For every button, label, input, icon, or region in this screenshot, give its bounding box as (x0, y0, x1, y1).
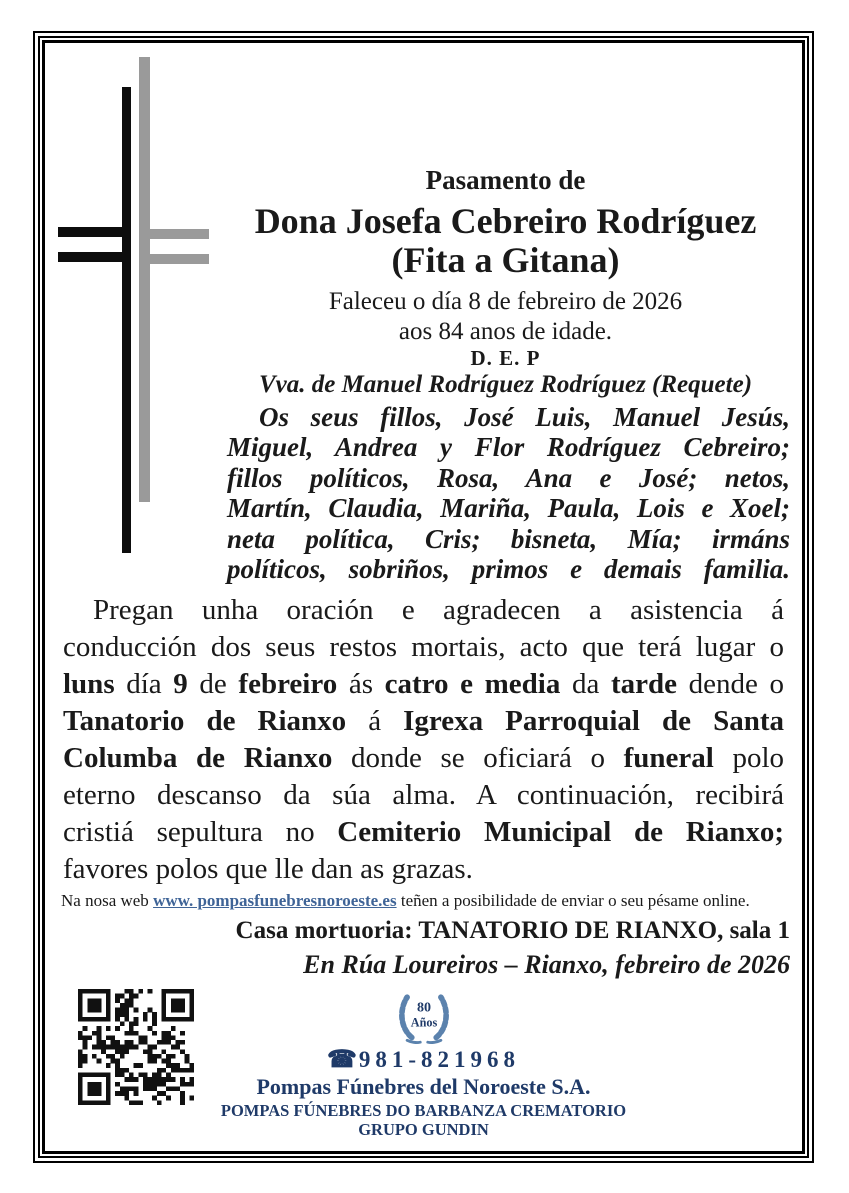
funeral-announcement-paragraph (63, 592, 784, 888)
company-name-secondary: POMPAS FÚNEBRES DO BARBANZA CREMATORIO (220, 1100, 627, 1120)
obituary-card-frame (33, 31, 814, 1163)
notice-type-heading: Pasamento de (425, 165, 586, 195)
anniversary-80-years-logo (194, 984, 654, 1046)
header-column (217, 43, 790, 585)
web-line-prefix: Na nosa web (61, 890, 154, 910)
text-line: luns día 9 de febreiro ás catro e media da tarde dende o (63, 667, 784, 700)
text-line: Martín, Claudia, Mariña, Paula, Lois e Xoel; (227, 493, 790, 524)
company-name-main: Pompas Fúnebres del Noroeste S.A. (256, 1073, 591, 1099)
text-line: conducción dos seus restos mortais, acto que terá lugar o (63, 630, 784, 663)
death-date-line: Faleceu o día 8 de febreiro de 2026 (328, 287, 683, 315)
cross-gray-vertical-bar (139, 57, 150, 502)
laurel-wreath-icon (394, 984, 454, 1046)
dep-abbreviation: D. E. P (470, 345, 541, 370)
text-line: fillos políticos, Rosa, Ana e José; netos, (227, 462, 790, 493)
death-age-line: aos 84 anos de idade. (398, 317, 613, 345)
web-line-suffix: teñen a posibilidade de enviar o seu pésame online. (396, 890, 750, 910)
top-section (57, 43, 790, 585)
svg-text:Años: Años (410, 1015, 437, 1030)
text-line: eterno descanso da súa alma. A continuación, recibirá (63, 778, 784, 811)
cross-black-horizontal-bar-top (58, 227, 131, 237)
mortuary-name: TANATORIO DE RIANXO (418, 916, 718, 944)
text-line: neta política, Cris; bisneta, Mía; irmáns (227, 523, 790, 554)
phone-line (194, 1047, 654, 1073)
condolence-website-link[interactable]: www. pompasfunebresnoroeste.es (153, 890, 397, 910)
cross-black-horizontal-bar-bottom (58, 252, 131, 262)
mortuary-label: Casa mortuoria: (235, 916, 419, 944)
frame-inner-border (42, 40, 805, 1154)
double-cross-icon (57, 57, 217, 572)
text-line: Columba de Rianxo donde se oficiará o funeral polo (63, 741, 785, 774)
online-condolence-line (61, 890, 788, 912)
mortuary-room: , sala 1 (717, 916, 790, 944)
mortuary-line (57, 916, 790, 946)
obituary-content (45, 43, 802, 1151)
deceased-name: Dona Josefa Cebreiro Rodríguez (254, 201, 757, 241)
text-line: favores polos que lle dan as grazas. (63, 852, 473, 885)
phone-icon: ☎ (326, 1046, 357, 1073)
qr-code (78, 989, 194, 1105)
location-date-line: En Rúa Loureiros – Rianxo, febreiro de 2026 (303, 949, 790, 979)
frame-middle-border (38, 36, 809, 1158)
text-line: políticos, sobriños, primos e demais familia. (227, 554, 790, 585)
family-list (221, 402, 790, 585)
footer-center-column (194, 984, 654, 1139)
text-line: cristiá sepultura no Cemiterio Municipal de Rianxo; (63, 815, 784, 848)
deceased-alias: (Fita a Gitana) (391, 240, 620, 281)
cross-black-vertical-bar (122, 87, 131, 553)
company-group-name: GRUPO GUNDIN (358, 1119, 489, 1139)
cross-gray-horizontal-bar-top (139, 229, 209, 239)
text-line: Miguel, Andrea y Flor Rodríguez Cebreiro; (227, 432, 790, 463)
text-line: Os seus fillos, José Luis, Manuel Jesús, (259, 401, 790, 432)
phone-number: 981-821968 (358, 1046, 521, 1072)
widow-line: Vva. de Manuel Rodríguez Rodríguez (Requete) (258, 370, 753, 398)
text-line: Tanatorio de Rianxo á Igrexa Parroquial de Santa (63, 704, 785, 737)
text-line: Pregan unha oración e agradecen a asistencia á (93, 593, 784, 626)
svg-text:80: 80 (416, 999, 431, 1016)
cross-gray-horizontal-bar-bottom (139, 254, 209, 264)
footer-section (57, 984, 790, 1150)
